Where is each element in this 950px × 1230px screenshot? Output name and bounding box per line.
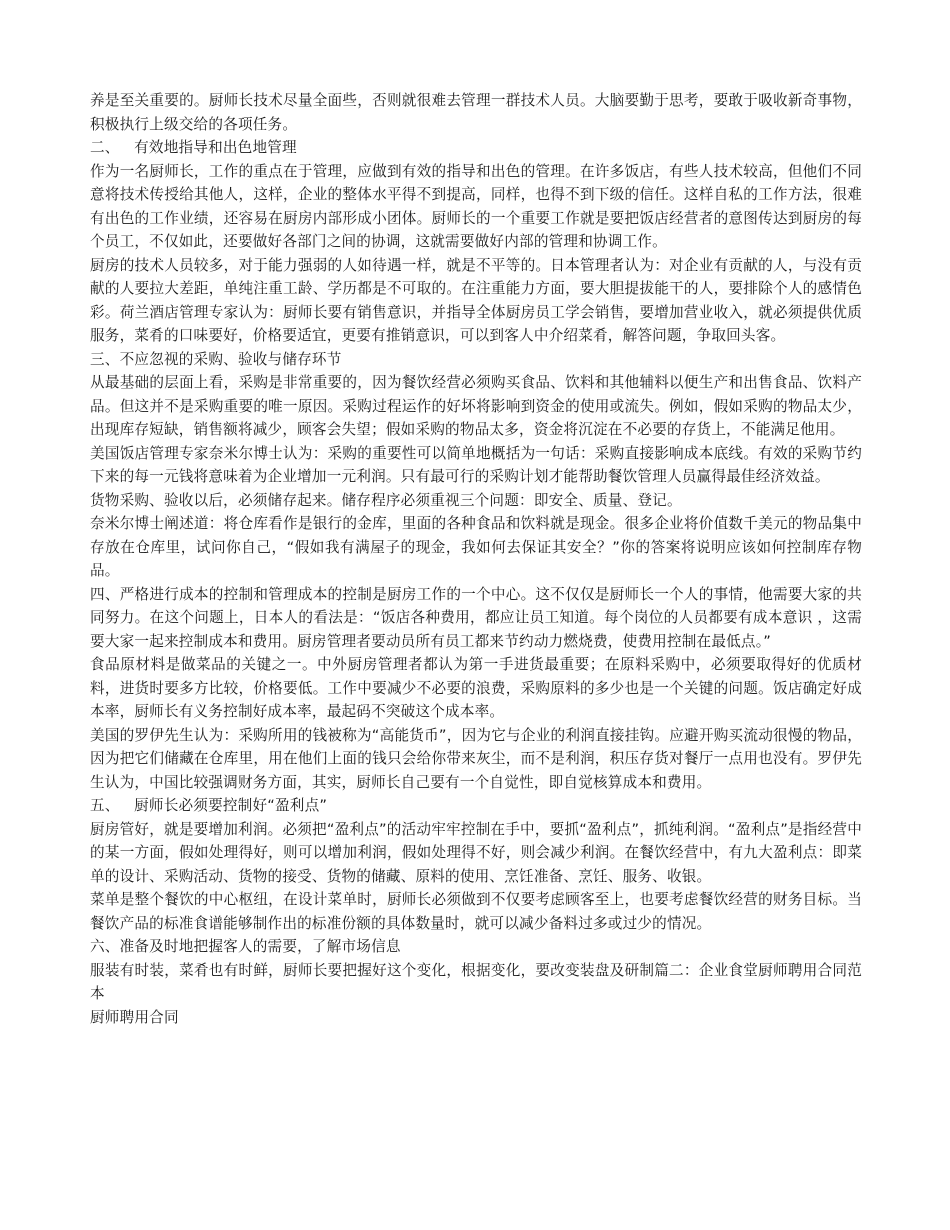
section-heading-6: 六、准备及时地把握客人的需要，了解市场信息 bbox=[90, 938, 401, 955]
paragraph: 服装有时装，菜肴也有时鲜，厨师长要把握好这个变化，根据变化，要改变装盘及研制篇二：企业食堂厨师聘用合同范本 bbox=[90, 961, 862, 1002]
paragraph: 食品原材料是做菜品的关键之一。中外厨房管理者都认为第一手进货最重要；在原料采购中，必须要取得好的优质材料，进货时要多方比较，价格要低。工作中要减少不必要的浪费，采购原料的多少也是一个关键的问题。饭店确定好成本率，厨师长有义务控制好成本率，最起码不突破这个成本率。 bbox=[90, 656, 862, 720]
section-heading-5: 五、 厨师长必须要控制好“盈利点” bbox=[90, 797, 328, 814]
paragraph: 菜单是整个餐饮的中心枢纽，在设计菜单时，厨师长必须做到不仅要考虑顾客至上，也要考虑餐饮经营的财务目标。当餐饮产品的标准食谱能够制作出的标准份额的具体数量时，就可以减少备料过多或过少的情况。 bbox=[90, 891, 862, 932]
paragraph: 厨房管好，就是要增加利润。必须把“盈利点”的活动牢牢控制在手中，要抓“盈利点”，抓纯利润。“盈利点”是指经营中的某一方面，假如处理得好，则可以增加利润，假如处理得不好，则会减少利润。在餐饮经营中，有九大盈利点：即菜单的设计、采购活动、货物的接受、货物的储藏、原料的使用、烹饪准备、烹饪、服务、收银。 bbox=[90, 820, 862, 885]
section-heading-3: 三、不应忽视的采购、验收与储存环节 bbox=[90, 350, 342, 368]
contract-title: 厨师聘用合同 bbox=[90, 1008, 179, 1026]
section-heading-2: 二、 有效地指导和出色地管理 bbox=[90, 139, 297, 156]
paragraph-intro: 养是至关重要的。厨师长技术尽量全面些，否则就很难去管理一群技术人员。大脑要勤于思考，要敢于吸收新奇事物，积极执行上级交给的各项任务。 bbox=[90, 92, 862, 133]
paragraph: 货物采购、验收以后，必须储存起来。储存程序必须重视三个问题：即安全、质量、登记。 bbox=[90, 491, 682, 509]
document-page bbox=[90, 89, 862, 1029]
paragraph: 美国的罗伊先生认为：采购所用的钱被称为“高能货币”，因为它与企业的利润直接挂钩。应避开购买流动很慢的物品，因为把它们储藏在仓库里，用在他们上面的钱只会给你带来灰尘，而不是利润，积压存货对餐厅一点用也没有。罗伊先生认为，中国比较强调财务方面，其实，厨师长自己要有一个自觉性，即自觉核算成本和费用。 bbox=[90, 726, 862, 791]
paragraph: 从最基础的层面上看，采购是非常重要的，因为餐饮经营必须购买食品、饮料和其他辅料以便生产和出售食品、饮料产品。但这并不是采购重要的唯一原因。采购过程运作的好坏将影响到资金的使用或流失。例如，假如采购的物品太少，出现库存短缺，销售额将减少，顾客会失望；假如采购的物品太多，资金将沉淀在不必要的存货上，不能满足他用。 bbox=[90, 374, 862, 438]
paragraph-section-4: 四、严格进行成本的控制和管理成本的控制是厨房工作的一个中心。这不仅仅是厨师长一个人的事情，他需要大家的共同努力。在这个问题上，日本人的看法是：“饭店各种费用，都应让员工知道。每个岗位的人员都要有成本意识 ，这需要大家一起来控制成本和费用。厨房管理者要动员所有员工都来节约动力燃烧费，使费用控制在最低点。” bbox=[90, 585, 862, 650]
paragraph: 作为一名厨师长，工作的重点在于管理，应做到有效的指导和出色的管理。在许多饭店，有些人技术较高，但他们不同意将技术传授给其他人，这样，企业的整体水平得不到提高，同样，也得不到下级的信任。这样自私的工作方法，很难有出色的工作业绩，还容易在厨房内部形成小团体。厨师长的一个重要工作就是要把饭店经营者的意图传达到厨房的每个员工，不仅如此，还要做好各部门之间的协调，这就需要做好内部的管理和协调工作。 bbox=[90, 162, 862, 250]
paragraph: 奈米尔博士阐述道：将仓库看作是银行的金库，里面的各种食品和饮料就是现金。很多企业将价值数千美元的物品集中存放在仓库里，试问你自己，“假如我有满屋子的现金，我如何去保证其安全？”你的答案将说明应该如何控制库存物品。 bbox=[90, 515, 862, 579]
paragraph: 厨房的技术人员较多，对于能力强弱的人如待遇一样，就是不平等的。日本管理者认为：对企业有贡献的人，与没有贡献的人要拉大差距，单纯注重工龄、学历都是不可取的。在注重能力方面，要大胆提拔能干的人，要排除个人的感情色彩。荷兰酒店管理专家认为：厨师长要有销售意识，并指导全体厨房员工学会销售，要增加营业收入，就必须提供优质服务，菜肴的口味要好，价格要适宜，更要有推销意识，可以到客人中介绍菜肴，解答问题，争取回头客。 bbox=[90, 256, 862, 344]
paragraph: 美国饭店管理专家奈米尔博士认为：采购的重要性可以简单地概括为一句话：采购直接影响成本底线。有效的采购节约下来的每一元钱将意味着为企业增加一元利润。只有最可行的采购计划才能帮助餐饮管理人员赢得最佳经济效益。 bbox=[90, 444, 862, 485]
